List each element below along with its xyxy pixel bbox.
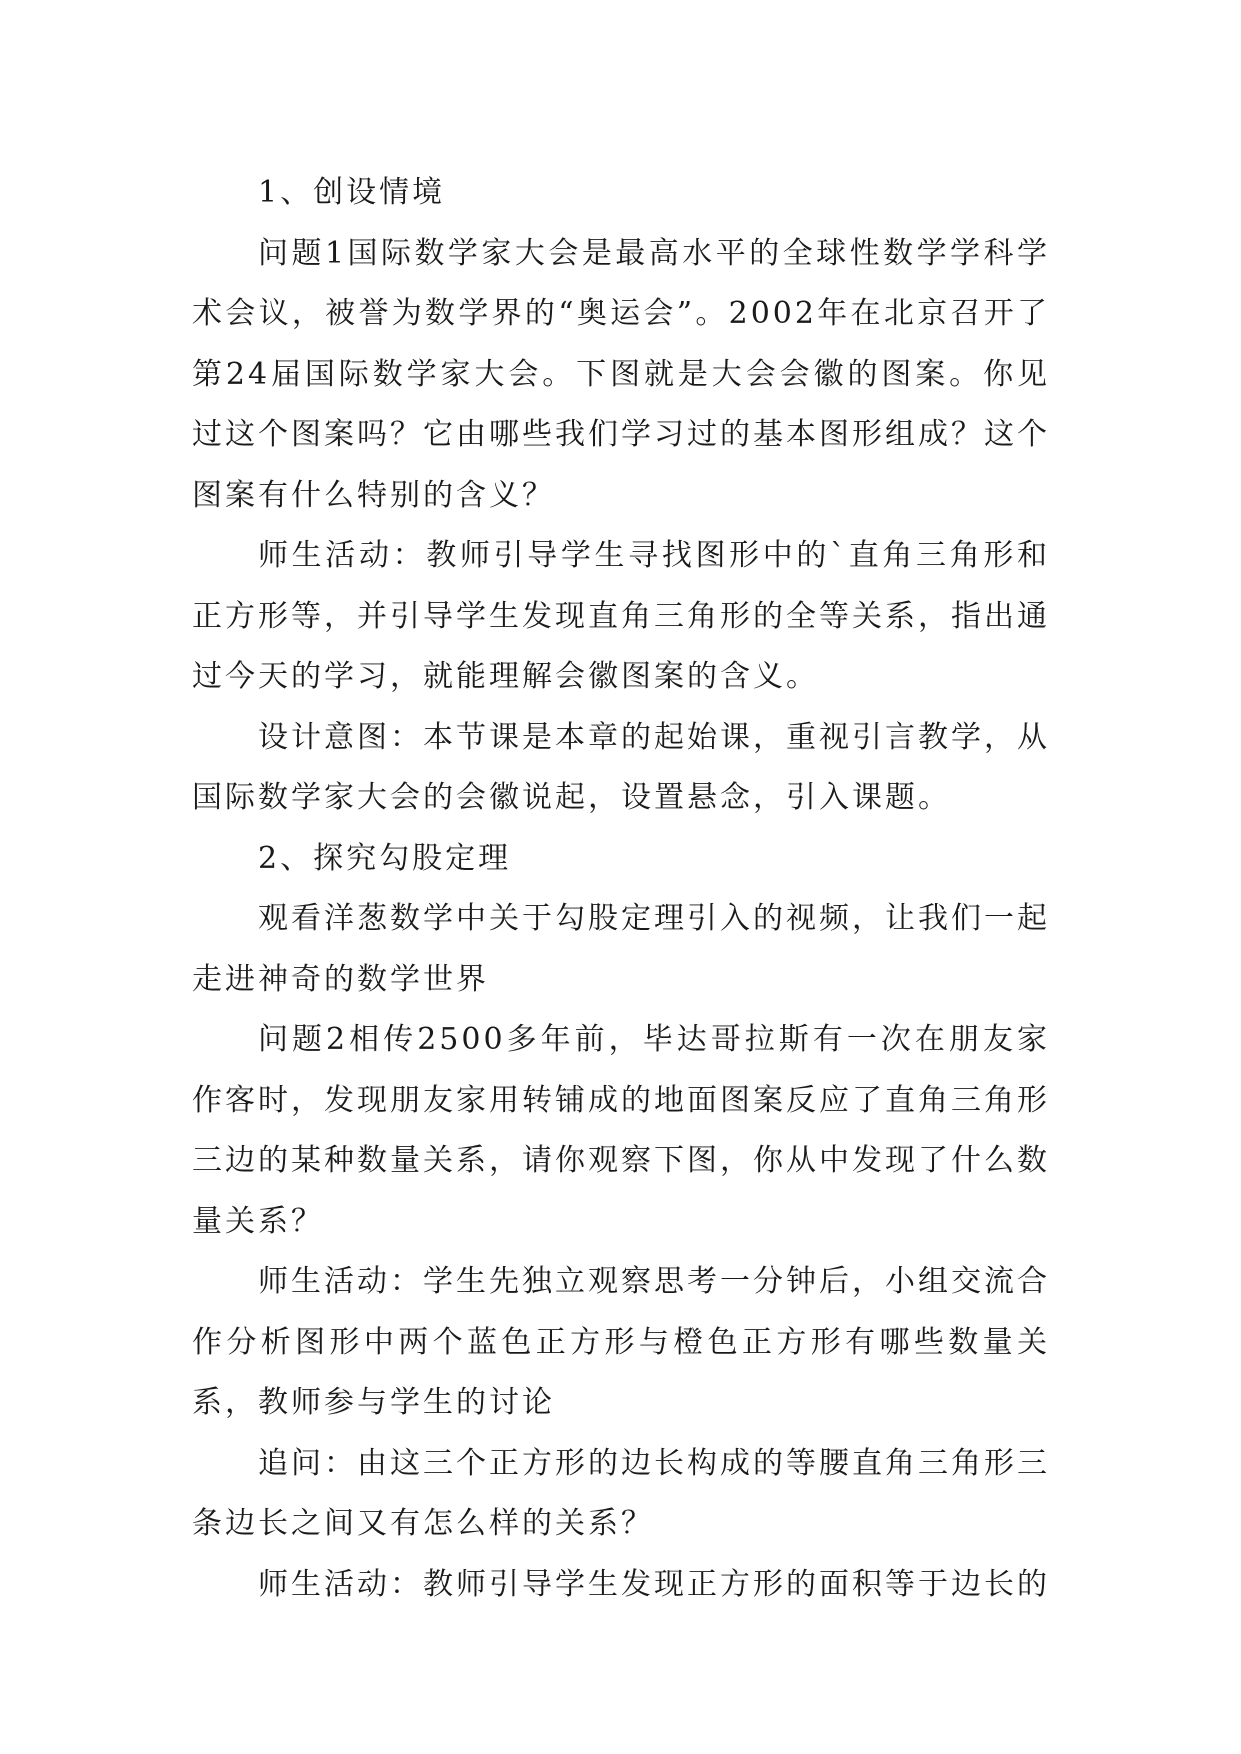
teacher-student-activity-paragraph-2: 师生活动：学生先独立观察思考一分钟后，小组交流合作分析图形中两个蓝色正方形与橙色正方形有哪些数量关系，教师参与学生的讨论 bbox=[192, 1264, 1050, 1420]
video-intro-paragraph: 观看洋葱数学中关于勾股定理引入的视频，让我们一起走进神奇的数学世界 bbox=[192, 901, 1050, 997]
teacher-student-activity-paragraph-3: 师生活动：教师引导学生发现正方形的面积等于边长的 bbox=[258, 1566, 1050, 1602]
teacher-student-activity-paragraph: 师生活动：教师引导学生寻找图形中的`直角三角形和正方形等，并引导学生发现直角三角形的全等关系，指出通过今天的学习，就能理解会徽图案的含义。 bbox=[192, 538, 1050, 694]
design-intent-paragraph: 设计意图：本节课是本章的起始课，重视引言教学，从国际数学家大会的会徽说起，设置悬念，引入课题。 bbox=[192, 719, 1050, 815]
section-heading-create-situation: 1、创设情境 bbox=[258, 175, 446, 210]
follow-up-question-paragraph: 追问：由这三个正方形的边长构成的等腰直角三角形三条边长之间又有怎么样的关系？ bbox=[192, 1445, 1050, 1541]
question-2-paragraph: 问题2相传2500多年前，毕达哥拉斯有一次在朋友家作客时，发现朋友家用转铺成的地面图案反应了直角三角形三边的某种数量关系，请你观察下图，你从中发现了什么数量关系？ bbox=[192, 1022, 1050, 1239]
section-heading-explore-theorem: 2、探究勾股定理 bbox=[258, 840, 512, 876]
question-1-paragraph: 问题1国际数学家大会是最高水平的全球性数学学科学术会议，被誉为数学界的“奥运会”。2002年在北京召开了第24届国际数学家大会。下图就是大会会徽的图案。你见过这个图案吗？它由哪些我们学习过的基本图形组成？这个图案有什么特别的含义？ bbox=[192, 235, 1050, 513]
document-page bbox=[192, 163, 1050, 1615]
